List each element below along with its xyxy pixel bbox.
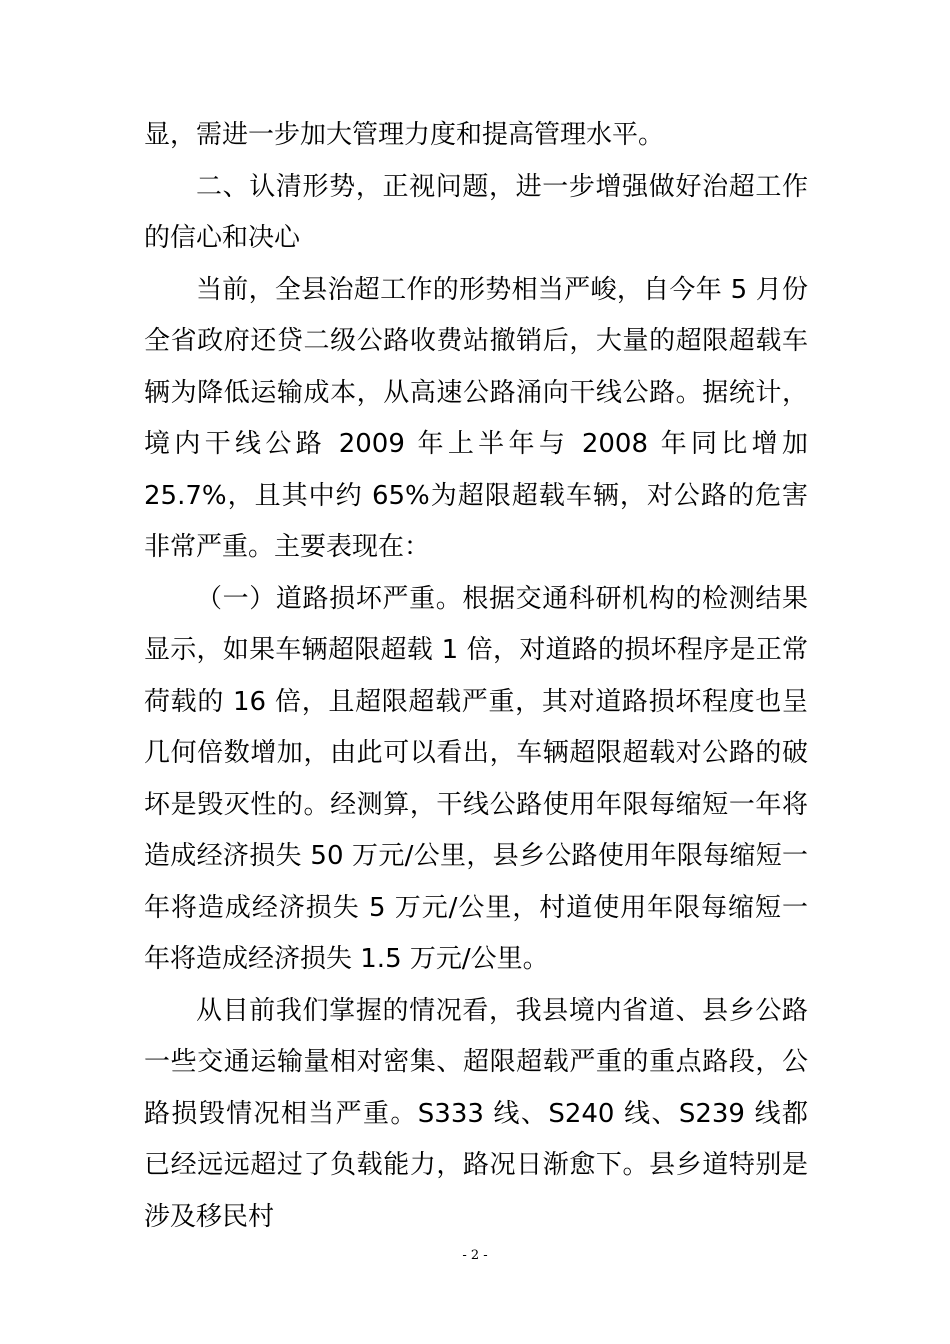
paragraph-road-damage: （一）道路损坏严重。根据交通科研机构的检测结果显示，如果车辆超限超载 1 倍，对道路的损坏程序是正常荷载的 16 倍，且超限超载严重，其对道路损坏程度也呈几何倍数增加，由此可以看出，车辆超限超载对公路的破坏是毁灭性的。经测算，干线公路使用年限每缩短一年将造成经济损失 50 万元/公里，县乡公路使用年限每缩短一年将造成经济损失 5 万元/公里，村道使用年限每缩短一年将造成经济损失 1.5 万元/公里。 [144,583,808,974]
document-body [144,110,808,1243]
page-number: - 2 - [462,1248,488,1263]
paragraph-continuation: 显，需进一步加大管理力度和提高管理水平。 [144,120,665,150]
paragraph-current-situation: 当前，全县治超工作的形势相当严峻，自今年 5 月份全省政府还贷二级公路收费站撤销后，大量的超限超载车辆为降低运输成本，从高速公路涌向干线公路。据统计，境内干线公路 2009 年上半年与 2008 年同比增加 25.7%，且其中约 65%为超限超载车辆，对公路的危害非常严重。主要表现在： [144,274,808,562]
paragraph-local-roads: 从目前我们掌握的情况看，我县境内省道、县乡公路一些交通运输量相对密集、超限超载严重的重点路段，公路损毁情况相当严重。S333 线、S240 线、S239 线都已经远远超过了负载能力，路况日渐愈下。县乡道特别是涉及移民村 [144,995,808,1232]
section-heading: 二、认清形势，正视问题，进一步增强做好治超工作的信心和决心 [144,171,808,253]
